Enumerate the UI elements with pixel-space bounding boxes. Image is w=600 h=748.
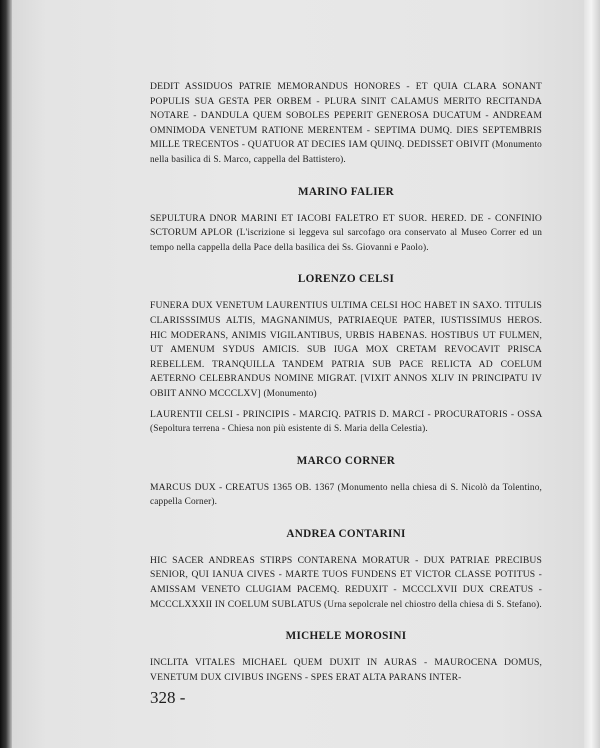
location-note: (Monumento nella basilica di S. Marco, cappella del Battistero). (150, 140, 542, 165)
heading-marino-falier: MARINO FALIER (298, 185, 394, 198)
location-note: (Monumento) (263, 388, 317, 399)
paragraph-falier-epitaph (150, 212, 542, 256)
heading-andrea-contarini: ANDREA CONTARINI (286, 527, 406, 540)
location-note: (Monumento nella chiesa di S. Nicolò da Tolentino, cappella Corner). (150, 482, 542, 508)
heading-lorenzo-celsi: LORENZO CELSI (297, 273, 395, 286)
paragraph-morosini-epitaph (150, 656, 542, 685)
page-text-block (150, 80, 542, 685)
paragraph-dandolo-epitaph (150, 80, 542, 168)
heading-marco-corner: MARCO CORNER (296, 454, 396, 467)
page-sheet (12, 0, 584, 748)
location-note: (Urna sepolcrale nel chiostro della chiesa di S. Stefano). (324, 599, 542, 610)
location-note: (L'iscrizione si leggeva sul sarcofago ora conservato al Museo Correr ed un tempo nella cappella della Pace della basilica dei Ss. Giovanni e Paolo). (150, 228, 542, 253)
heading-michele-morosini: MICHELE MOROSINI (285, 630, 407, 643)
book-gutter-shadow (0, 0, 12, 748)
epitaph-text: DEDIT ASSIDUOS PATRIE MEMORANDUS HONORES - ET QUIA CLARA SONANT POPULIS SUA GESTA PER ORBEM - PLURA SINIT CALAMUS MERITO RECITANDA NOTARE - DANDULA QUEM SOBOLES PEPERIT GENEROSA DUCATUM - ANDREAM OMNIMODA VENETUM RATIONE MERENTEM - SEPTIMA DUMQ. DIES SEPTEMBRIS MILLE TRECENTOS - QUATUOR AT DECIES IAM QUINQ. DEDISSET OBIVIT (150, 81, 542, 151)
page-edge (584, 0, 600, 748)
paragraph-corner-epitaph (150, 481, 542, 510)
epitaph-text: MARCUS DUX - CREATUS 1365 OB. 1367 (150, 481, 335, 493)
epitaph-text: LAURENTII CELSI - PRINCIPIS - MARCIQ. PATRIS D. MARCI - PROCURATORIS - OSSA (150, 408, 542, 420)
epitaph-text: HIC SACER ANDREAS STIRPS CONTARENA MORATUR - DUX PATRIAE PRECIBUS SENIOR, QUI IANUA CIVES - MARTE TUOS FUNDENS ET VICTOR CLASSE POTITUS - AMISSAM VENETO CLUGIAM PACEMQ. REDUXIT - MCCCLXVII DUX CREATUS - MCCCLXXXII IN COELUM SUBLATUS (150, 554, 542, 610)
paragraph-contarini-epitaph (150, 554, 542, 612)
epitaph-text: SEPULTURA DNOR MARINI ET IACOBI FALETRO ET SUOR. HERED. DE - CONFINIO SCTORUM APLOR (150, 212, 542, 239)
paragraph-celsi-epitaph (150, 299, 542, 401)
paragraph-celsi-burial (150, 408, 542, 437)
location-note: (Sepoltura terrena - Chiesa non più esistente di S. Maria della Celestia). (150, 424, 428, 435)
epitaph-text: FUNERA DUX VENETUM LAURENTIUS ULTIMA CELSI HOC HABET IN SAXO. TITULIS CLARISSSIMUS ALTIS, MAGNANIMUS, PATRIAEQUE PATER, IUSTISSIMUS HEROS. HIC MODERANS, ANIMIS VIGILANTIBUS, URBIS HABENAS. HOSTIBUS UT FULMEN, UT AMENUM SYDUS AMICIS. SUB IUGA MOX CRETAM REVOCAVIT PRISCA REBELLEM. TRANQUILLA TANDEM PATRIA SUB PACE RELICTA AD COELUM AETERNO CELEBRANDUS NOMINE MIGRAT. [VIXIT ANNOS XLIV IN PRINCIPATU IV OBIIT ANNO MCCCLXV] (150, 300, 542, 399)
epitaph-text: INCLITA VITALES MICHAEL QUEM DUXIT IN AURAS - MAUROCENA DOMUS, VENETUM DUX CIVIBUS INGENS - SPES ERAT ALTA PARANS INTER- (150, 657, 542, 683)
page-number: 328 - (150, 688, 186, 707)
